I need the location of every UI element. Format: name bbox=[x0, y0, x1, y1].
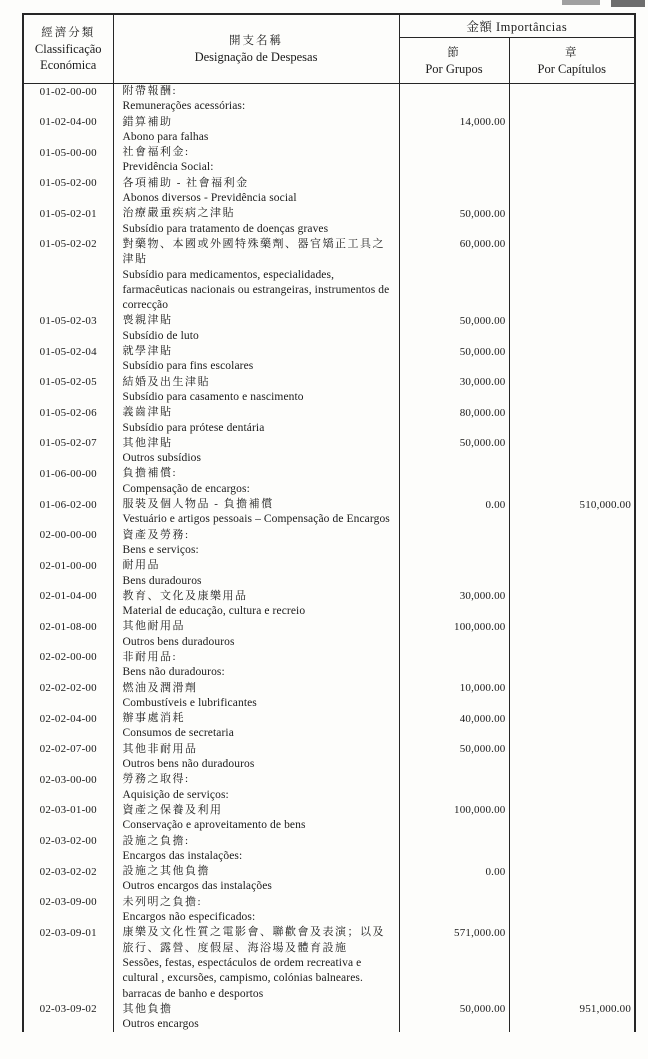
expense-designation bbox=[113, 834, 399, 865]
designation-zh: 設施之負擔: bbox=[122, 834, 190, 847]
economic-code: 01-06-02-00 bbox=[23, 497, 113, 528]
designation-zh: 資產之保養及利用 bbox=[122, 803, 223, 816]
header-designation-pt: Designação de Despesas bbox=[194, 50, 318, 64]
economic-code: 01-06-00-00 bbox=[23, 466, 113, 497]
amount-por-grupos: 40,000.00 bbox=[399, 711, 509, 742]
designation-zh: 設施之其他負擔 bbox=[122, 865, 210, 878]
table-row bbox=[23, 834, 635, 865]
table-row bbox=[23, 237, 635, 313]
designation-pt: Abono para falhas bbox=[122, 130, 209, 143]
designation-pt: Remunerações acessórias: bbox=[122, 100, 246, 113]
expense-designation bbox=[113, 145, 399, 176]
amount-por-capitulos bbox=[509, 742, 635, 773]
designation-zh: 義齒津貼 bbox=[122, 406, 173, 419]
table-row bbox=[23, 528, 635, 559]
designation-zh: 教育、文化及康樂用品 bbox=[122, 589, 248, 602]
designation-pt: Subsídio para tratamento de doenças graves bbox=[122, 222, 329, 235]
table-row bbox=[23, 375, 635, 406]
amount-por-grupos bbox=[399, 650, 509, 681]
amount-por-grupos bbox=[399, 84, 509, 115]
amount-por-grupos: 50,000.00 bbox=[399, 742, 509, 773]
designation-zh: 耐用品 bbox=[122, 559, 160, 572]
designation-zh: 錯算補助 bbox=[122, 115, 173, 128]
expense-designation bbox=[113, 772, 399, 803]
amount-por-grupos: 100,000.00 bbox=[399, 619, 509, 650]
expense-designation bbox=[113, 313, 399, 344]
economic-code: 01-05-02-00 bbox=[23, 176, 113, 207]
designation-pt: Subsídio de luto bbox=[122, 329, 199, 342]
amount-por-capitulos bbox=[509, 681, 635, 712]
table-header bbox=[23, 14, 635, 84]
amount-por-capitulos bbox=[509, 313, 635, 344]
table-row bbox=[23, 313, 635, 344]
amount-por-capitulos bbox=[509, 436, 635, 467]
designation-zh: 燃油及潤滑劑 bbox=[122, 681, 198, 694]
expense-designation bbox=[113, 925, 399, 1001]
amount-por-grupos bbox=[399, 176, 509, 207]
table-row bbox=[23, 864, 635, 895]
designation-zh: 對藥物、本國或外國特殊藥劑、器官矯正工具之津貼 bbox=[122, 237, 385, 266]
scan-artifact bbox=[562, 0, 600, 5]
economic-code: 02-02-07-00 bbox=[23, 742, 113, 773]
amount-por-capitulos bbox=[509, 375, 635, 406]
economic-code: 01-05-00-00 bbox=[23, 145, 113, 176]
amount-por-capitulos bbox=[509, 176, 635, 207]
designation-zh: 未列明之負擔: bbox=[122, 895, 203, 908]
header-por-grupos bbox=[399, 38, 509, 84]
designation-pt: Subsídio para fins escolares bbox=[122, 360, 254, 373]
amount-por-capitulos bbox=[509, 115, 635, 146]
economic-code: 02-03-00-00 bbox=[23, 772, 113, 803]
designation-zh: 辦事處消耗 bbox=[122, 712, 185, 725]
header-amounts bbox=[399, 14, 635, 38]
table-row bbox=[23, 681, 635, 712]
table-row bbox=[23, 742, 635, 773]
economic-code: 01-05-02-06 bbox=[23, 405, 113, 436]
table-row bbox=[23, 772, 635, 803]
table-row bbox=[23, 803, 635, 834]
table-row bbox=[23, 497, 635, 528]
amount-por-capitulos bbox=[509, 834, 635, 865]
amount-por-grupos: 14,000.00 bbox=[399, 115, 509, 146]
expense-designation bbox=[113, 711, 399, 742]
designation-zh: 服裝及個人物品 - 負擔補償 bbox=[122, 498, 274, 511]
header-groups-zh: 節 bbox=[447, 46, 461, 59]
designation-pt: Subsídio para casamento e nascimento bbox=[122, 390, 304, 403]
economic-code: 01-05-02-07 bbox=[23, 436, 113, 467]
table-row bbox=[23, 466, 635, 497]
table-row bbox=[23, 558, 635, 589]
designation-zh: 喪親津貼 bbox=[122, 314, 173, 327]
amount-por-grupos: 60,000.00 bbox=[399, 237, 509, 313]
header-groups-pt: Por Grupos bbox=[425, 61, 483, 76]
economic-code: 02-03-09-02 bbox=[23, 1002, 113, 1033]
economic-code: 01-02-04-00 bbox=[23, 115, 113, 146]
economic-code: 02-02-02-00 bbox=[23, 681, 113, 712]
designation-zh: 康樂及文化性質之電影會、聯歡會及表演；以及旅行、露營、度假屋、海浴場及體育設施 bbox=[122, 926, 385, 954]
amount-por-grupos bbox=[399, 772, 509, 803]
designation-zh: 就學津貼 bbox=[122, 345, 173, 358]
economic-code: 02-02-00-00 bbox=[23, 650, 113, 681]
table-row bbox=[23, 84, 635, 115]
amount-por-capitulos: 951,000.00 bbox=[509, 1002, 635, 1033]
amount-por-grupos bbox=[399, 895, 509, 926]
amount-por-capitulos bbox=[509, 711, 635, 742]
expense-designation bbox=[113, 895, 399, 926]
designation-pt: Subsídio para medicamentos, especialidades, farmacêuticas nacionais ou estrangeiras, instrumentos de correcção bbox=[122, 268, 390, 312]
amount-por-grupos: 50,000.00 bbox=[399, 344, 509, 375]
designation-zh: 其他非耐用品 bbox=[122, 742, 198, 755]
expense-designation bbox=[113, 466, 399, 497]
expense-designation bbox=[113, 436, 399, 467]
designation-pt: Outros bens duradouros bbox=[122, 635, 235, 648]
expense-designation bbox=[113, 650, 399, 681]
amount-por-capitulos bbox=[509, 84, 635, 115]
expense-designation bbox=[113, 176, 399, 207]
designation-zh: 其他耐用品 bbox=[122, 620, 185, 633]
expense-designation bbox=[113, 375, 399, 406]
designation-pt: Encargos das instalações: bbox=[122, 849, 243, 862]
table-row bbox=[23, 1002, 635, 1033]
amount-por-grupos: 80,000.00 bbox=[399, 405, 509, 436]
expense-designation bbox=[113, 405, 399, 436]
expense-designation bbox=[113, 344, 399, 375]
scan-artifact bbox=[611, 0, 645, 7]
designation-zh: 負擔補償: bbox=[122, 467, 178, 480]
economic-code: 02-03-02-02 bbox=[23, 864, 113, 895]
designation-pt: Outros encargos bbox=[122, 1018, 199, 1031]
designation-pt: Bens duradouros bbox=[122, 574, 202, 587]
economic-code: 02-03-02-00 bbox=[23, 834, 113, 865]
designation-pt: Compensação de encargos: bbox=[122, 482, 250, 495]
designation-pt: Bens não duradouros: bbox=[122, 666, 225, 679]
table-row bbox=[23, 650, 635, 681]
designation-pt: Material de educação, cultura e recreio bbox=[122, 605, 306, 618]
expense-designation bbox=[113, 237, 399, 313]
designation-zh: 結婚及出生津貼 bbox=[122, 375, 210, 388]
amount-por-grupos bbox=[399, 834, 509, 865]
amount-por-capitulos bbox=[509, 619, 635, 650]
designation-pt: Vestuário e artigos pessoais – Compensação de Encargos bbox=[122, 513, 390, 526]
header-designation-zh: 開支名稱 bbox=[229, 35, 283, 47]
expense-designation bbox=[113, 681, 399, 712]
expense-designation bbox=[113, 206, 399, 237]
designation-pt: Outros subsídios bbox=[122, 452, 202, 465]
economic-code: 02-01-08-00 bbox=[23, 619, 113, 650]
expense-designation bbox=[113, 803, 399, 834]
amount-por-grupos: 0.00 bbox=[399, 864, 509, 895]
table-row bbox=[23, 145, 635, 176]
amount-por-capitulos bbox=[509, 895, 635, 926]
amount-por-capitulos bbox=[509, 650, 635, 681]
amount-por-capitulos bbox=[509, 528, 635, 559]
economic-code: 01-05-02-04 bbox=[23, 344, 113, 375]
amount-por-grupos: 30,000.00 bbox=[399, 589, 509, 620]
amount-por-capitulos bbox=[509, 803, 635, 834]
designation-pt: Bens e serviços: bbox=[122, 543, 199, 556]
header-classification-pt2: Económica bbox=[40, 58, 97, 72]
designation-pt: Aquisição de serviços: bbox=[122, 788, 229, 801]
designation-zh: 社會福利金: bbox=[122, 146, 190, 159]
header-por-capitulos bbox=[509, 38, 635, 84]
designation-pt: Combustíveis e lubrificantes bbox=[122, 696, 257, 709]
table-row bbox=[23, 405, 635, 436]
expense-designation bbox=[113, 619, 399, 650]
table-row bbox=[23, 619, 635, 650]
economic-code: 02-02-04-00 bbox=[23, 711, 113, 742]
amount-por-capitulos bbox=[509, 558, 635, 589]
amount-por-grupos: 50,000.00 bbox=[399, 313, 509, 344]
amount-por-grupos: 50,000.00 bbox=[399, 1002, 509, 1033]
economic-code: 02-01-04-00 bbox=[23, 589, 113, 620]
amount-por-capitulos bbox=[509, 237, 635, 313]
designation-zh: 資產及勞務: bbox=[122, 528, 190, 541]
designation-zh: 附帶報酬: bbox=[122, 85, 178, 97]
economic-code: 01-05-02-01 bbox=[23, 206, 113, 237]
table-row bbox=[23, 176, 635, 207]
designation-zh: 各項補助 - 社會福利金 bbox=[122, 176, 249, 189]
amount-por-grupos bbox=[399, 558, 509, 589]
designation-pt: Outros encargos das instalações bbox=[122, 880, 272, 893]
designation-pt: Conservação e aproveitamento de bens bbox=[122, 819, 306, 832]
table-row bbox=[23, 895, 635, 926]
table-row bbox=[23, 711, 635, 742]
header-classification-pt1: Classificação bbox=[34, 42, 102, 56]
designation-pt: Previdência Social: bbox=[122, 161, 214, 174]
amount-por-grupos: 571,000.00 bbox=[399, 925, 509, 1001]
designation-pt: Outros bens não duradouros bbox=[122, 758, 255, 771]
amount-por-grupos bbox=[399, 145, 509, 176]
amount-por-capitulos bbox=[509, 206, 635, 237]
header-chapters-zh: 章 bbox=[565, 46, 579, 59]
header-chapters-pt: Por Capítulos bbox=[537, 61, 606, 76]
header-designation bbox=[113, 14, 399, 84]
amount-por-capitulos: 510,000.00 bbox=[509, 497, 635, 528]
table-body bbox=[23, 84, 635, 1033]
expense-designation bbox=[113, 528, 399, 559]
expense-designation bbox=[113, 1002, 399, 1033]
designation-pt: Consumos de secretaria bbox=[122, 727, 234, 740]
amount-por-capitulos bbox=[509, 772, 635, 803]
designation-zh: 勞務之取得: bbox=[122, 773, 190, 786]
amount-por-grupos: 10,000.00 bbox=[399, 681, 509, 712]
designation-pt: Sessões, festas, espectáculos de ordem recreativa e cultural , excursões, campismo, colónias balneares. barracas de banho e desportos bbox=[122, 956, 363, 1000]
amount-por-capitulos bbox=[509, 405, 635, 436]
designation-zh: 其他津貼 bbox=[122, 436, 173, 449]
amount-por-grupos: 0.00 bbox=[399, 497, 509, 528]
amount-por-grupos: 50,000.00 bbox=[399, 436, 509, 467]
header-classification-zh: 經濟分類 bbox=[41, 27, 96, 39]
economic-code: 02-03-01-00 bbox=[23, 803, 113, 834]
expense-designation bbox=[113, 84, 399, 115]
amount-por-capitulos bbox=[509, 589, 635, 620]
amount-por-grupos bbox=[399, 466, 509, 497]
economic-code: 02-00-00-00 bbox=[23, 528, 113, 559]
amount-por-capitulos bbox=[509, 864, 635, 895]
designation-zh: 治療嚴重疾病之津貼 bbox=[122, 207, 235, 220]
amount-por-capitulos bbox=[509, 925, 635, 1001]
table-row bbox=[23, 589, 635, 620]
expense-designation bbox=[113, 115, 399, 146]
budget-table bbox=[22, 13, 636, 1032]
expense-designation bbox=[113, 558, 399, 589]
designation-pt: Encargos não especificados: bbox=[122, 911, 256, 924]
economic-code: 02-03-09-00 bbox=[23, 895, 113, 926]
economic-code: 01-05-02-03 bbox=[23, 313, 113, 344]
designation-pt: Abonos diversos - Previdência social bbox=[122, 192, 297, 205]
amount-por-capitulos bbox=[509, 145, 635, 176]
economic-code: 02-03-09-01 bbox=[23, 925, 113, 1001]
expense-designation bbox=[113, 497, 399, 528]
designation-zh: 其他負擔 bbox=[122, 1002, 173, 1015]
table-row bbox=[23, 206, 635, 237]
expense-designation bbox=[113, 742, 399, 773]
amount-por-capitulos bbox=[509, 344, 635, 375]
amount-por-grupos: 30,000.00 bbox=[399, 375, 509, 406]
amount-por-grupos bbox=[399, 528, 509, 559]
expense-designation bbox=[113, 589, 399, 620]
economic-code: 01-05-02-05 bbox=[23, 375, 113, 406]
economic-code: 02-01-00-00 bbox=[23, 558, 113, 589]
economic-code: 01-05-02-02 bbox=[23, 237, 113, 313]
designation-zh: 非耐用品: bbox=[122, 650, 178, 663]
header-economic-classification bbox=[23, 14, 113, 84]
expense-designation bbox=[113, 864, 399, 895]
designation-pt: Subsídio para prótese dentária bbox=[122, 421, 265, 434]
amount-por-capitulos bbox=[509, 466, 635, 497]
table-row bbox=[23, 436, 635, 467]
amount-por-grupos: 100,000.00 bbox=[399, 803, 509, 834]
table-row bbox=[23, 925, 635, 1001]
table-row bbox=[23, 344, 635, 375]
amount-por-grupos: 50,000.00 bbox=[399, 206, 509, 237]
table-row bbox=[23, 115, 635, 146]
economic-code: 01-02-00-00 bbox=[23, 84, 113, 115]
header-amounts-label: 金額 Importâncias bbox=[466, 20, 568, 34]
